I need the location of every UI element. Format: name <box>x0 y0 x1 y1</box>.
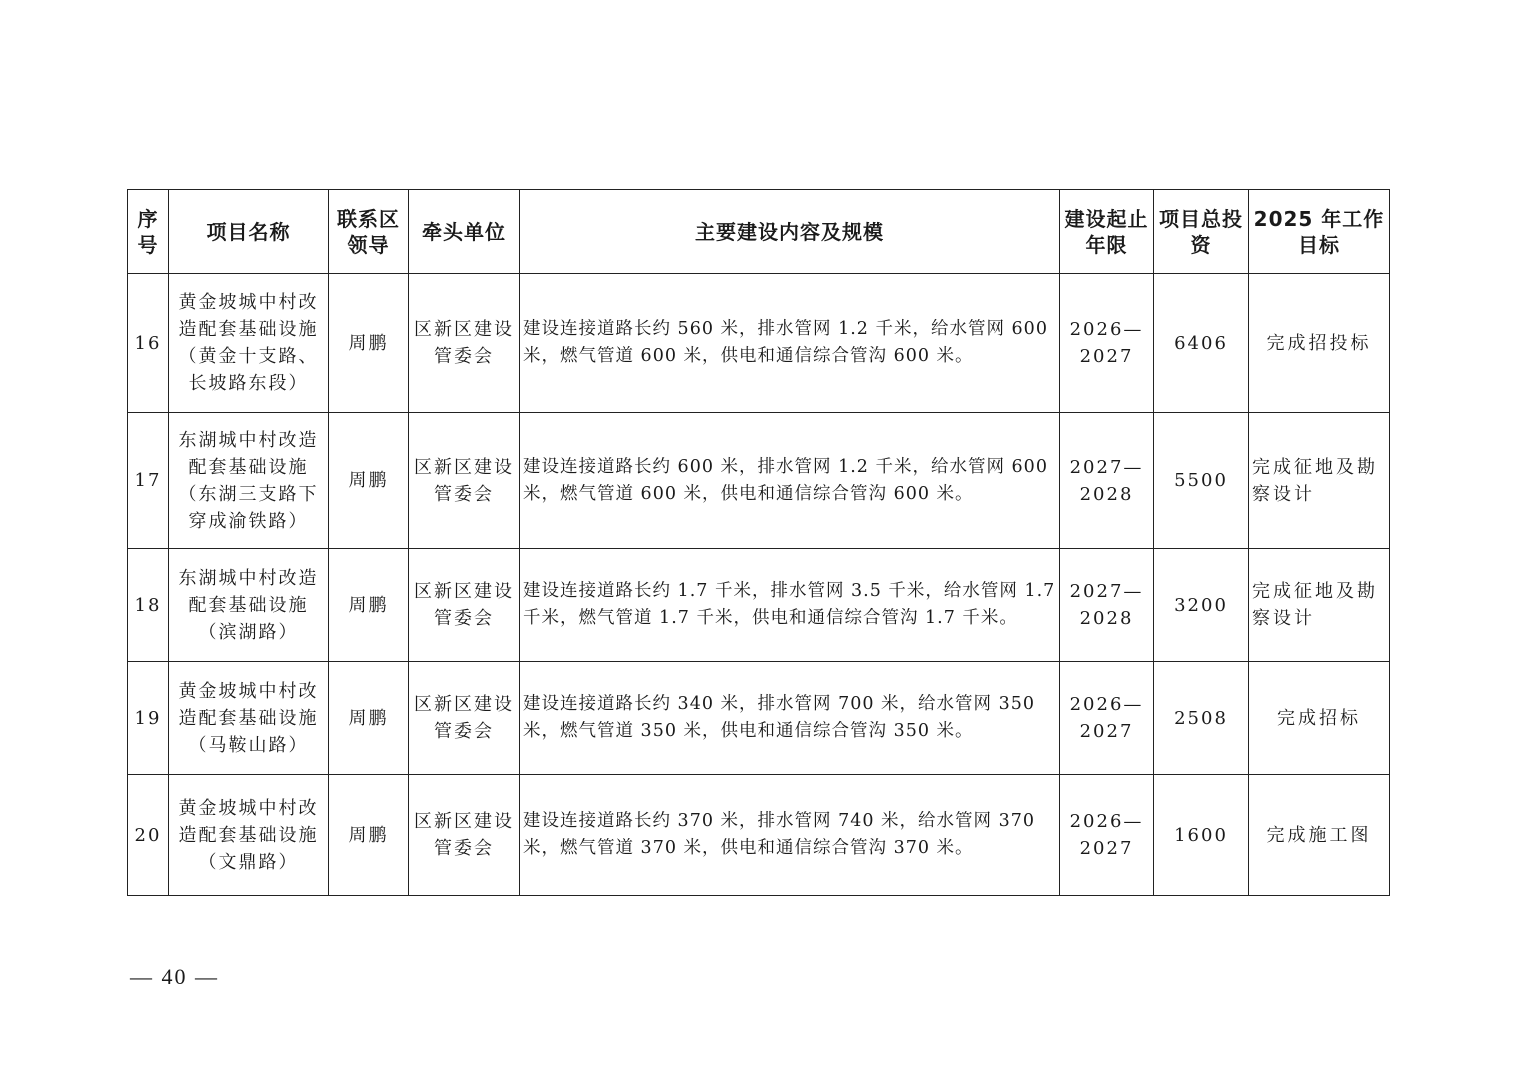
row-period: 2027—2028 <box>1060 413 1154 549</box>
header-leader: 联系区领导 <box>329 190 409 274</box>
header-content: 主要建设内容及规模 <box>520 190 1060 274</box>
row-period: 2026—2027 <box>1060 775 1154 896</box>
table-row <box>128 549 1390 662</box>
row-content: 建设连接道路长约 1.7 千米，排水管网 3.5 千米，给水管网 1.7 千米，燃气管道 1.7 千米，供电和通信综合管沟 1.7 千米。 <box>520 549 1060 662</box>
header-index: 序号 <box>128 190 169 274</box>
row-goal: 完成招投标 <box>1249 274 1390 413</box>
row-investment: 6406 <box>1154 274 1249 413</box>
table-row <box>128 775 1390 896</box>
table-row <box>128 662 1390 775</box>
row-investment: 5500 <box>1154 413 1249 549</box>
row-project-name: 黄金坡城中村改造配套基础设施（文鼎路） <box>169 775 329 896</box>
row-leader: 周鹏 <box>329 549 409 662</box>
row-lead-unit: 区新区建设管委会 <box>409 775 520 896</box>
row-period: 2027—2028 <box>1060 549 1154 662</box>
row-investment: 2508 <box>1154 662 1249 775</box>
header-project-name: 项目名称 <box>169 190 329 274</box>
row-lead-unit: 区新区建设管委会 <box>409 662 520 775</box>
row-investment: 3200 <box>1154 549 1249 662</box>
row-goal: 完成招标 <box>1249 662 1390 775</box>
row-index: 16 <box>128 274 169 413</box>
project-table <box>127 189 1390 896</box>
row-content: 建设连接道路长约 370 米，排水管网 740 米，给水管网 370 米，燃气管道 370 米，供电和通信综合管沟 370 米。 <box>520 775 1060 896</box>
row-leader: 周鹏 <box>329 662 409 775</box>
row-content: 建设连接道路长约 600 米，排水管网 1.2 千米，给水管网 600 米，燃气管道 600 米，供电和通信综合管沟 600 米。 <box>520 413 1060 549</box>
row-index: 19 <box>128 662 169 775</box>
row-investment: 1600 <box>1154 775 1249 896</box>
table-row <box>128 413 1390 549</box>
table-row <box>128 274 1390 413</box>
row-content: 建设连接道路长约 340 米，排水管网 700 米，给水管网 350 米，燃气管道 350 米，供电和通信综合管沟 350 米。 <box>520 662 1060 775</box>
row-goal: 完成施工图 <box>1249 775 1390 896</box>
row-period: 2026—2027 <box>1060 662 1154 775</box>
row-goal: 完成征地及勘察设计 <box>1249 413 1390 549</box>
row-period: 2026—2027 <box>1060 274 1154 413</box>
row-goal: 完成征地及勘察设计 <box>1249 549 1390 662</box>
page-number: — 40 — <box>130 964 219 989</box>
row-project-name: 黄金坡城中村改造配套基础设施（马鞍山路） <box>169 662 329 775</box>
row-index: 18 <box>128 549 169 662</box>
row-project-name: 东湖城中村改造配套基础设施（东湖三支路下穿成渝铁路） <box>169 413 329 549</box>
header-lead-unit: 牵头单位 <box>409 190 520 274</box>
header-period: 建设起止年限 <box>1060 190 1154 274</box>
row-project-name: 黄金坡城中村改造配套基础设施（黄金十支路、长坡路东段） <box>169 274 329 413</box>
row-content: 建设连接道路长约 560 米，排水管网 1.2 千米，给水管网 600 米，燃气管道 600 米，供电和通信综合管沟 600 米。 <box>520 274 1060 413</box>
row-index: 20 <box>128 775 169 896</box>
row-leader: 周鹏 <box>329 775 409 896</box>
row-lead-unit: 区新区建设管委会 <box>409 549 520 662</box>
row-index: 17 <box>128 413 169 549</box>
table-header-row <box>128 190 1390 274</box>
row-leader: 周鹏 <box>329 413 409 549</box>
header-investment: 项目总投资 <box>1154 190 1249 274</box>
row-lead-unit: 区新区建设管委会 <box>409 413 520 549</box>
header-goal: 2025 年工作目标 <box>1249 190 1390 274</box>
row-project-name: 东湖城中村改造配套基础设施（滨湖路） <box>169 549 329 662</box>
row-leader: 周鹏 <box>329 274 409 413</box>
row-lead-unit: 区新区建设管委会 <box>409 274 520 413</box>
